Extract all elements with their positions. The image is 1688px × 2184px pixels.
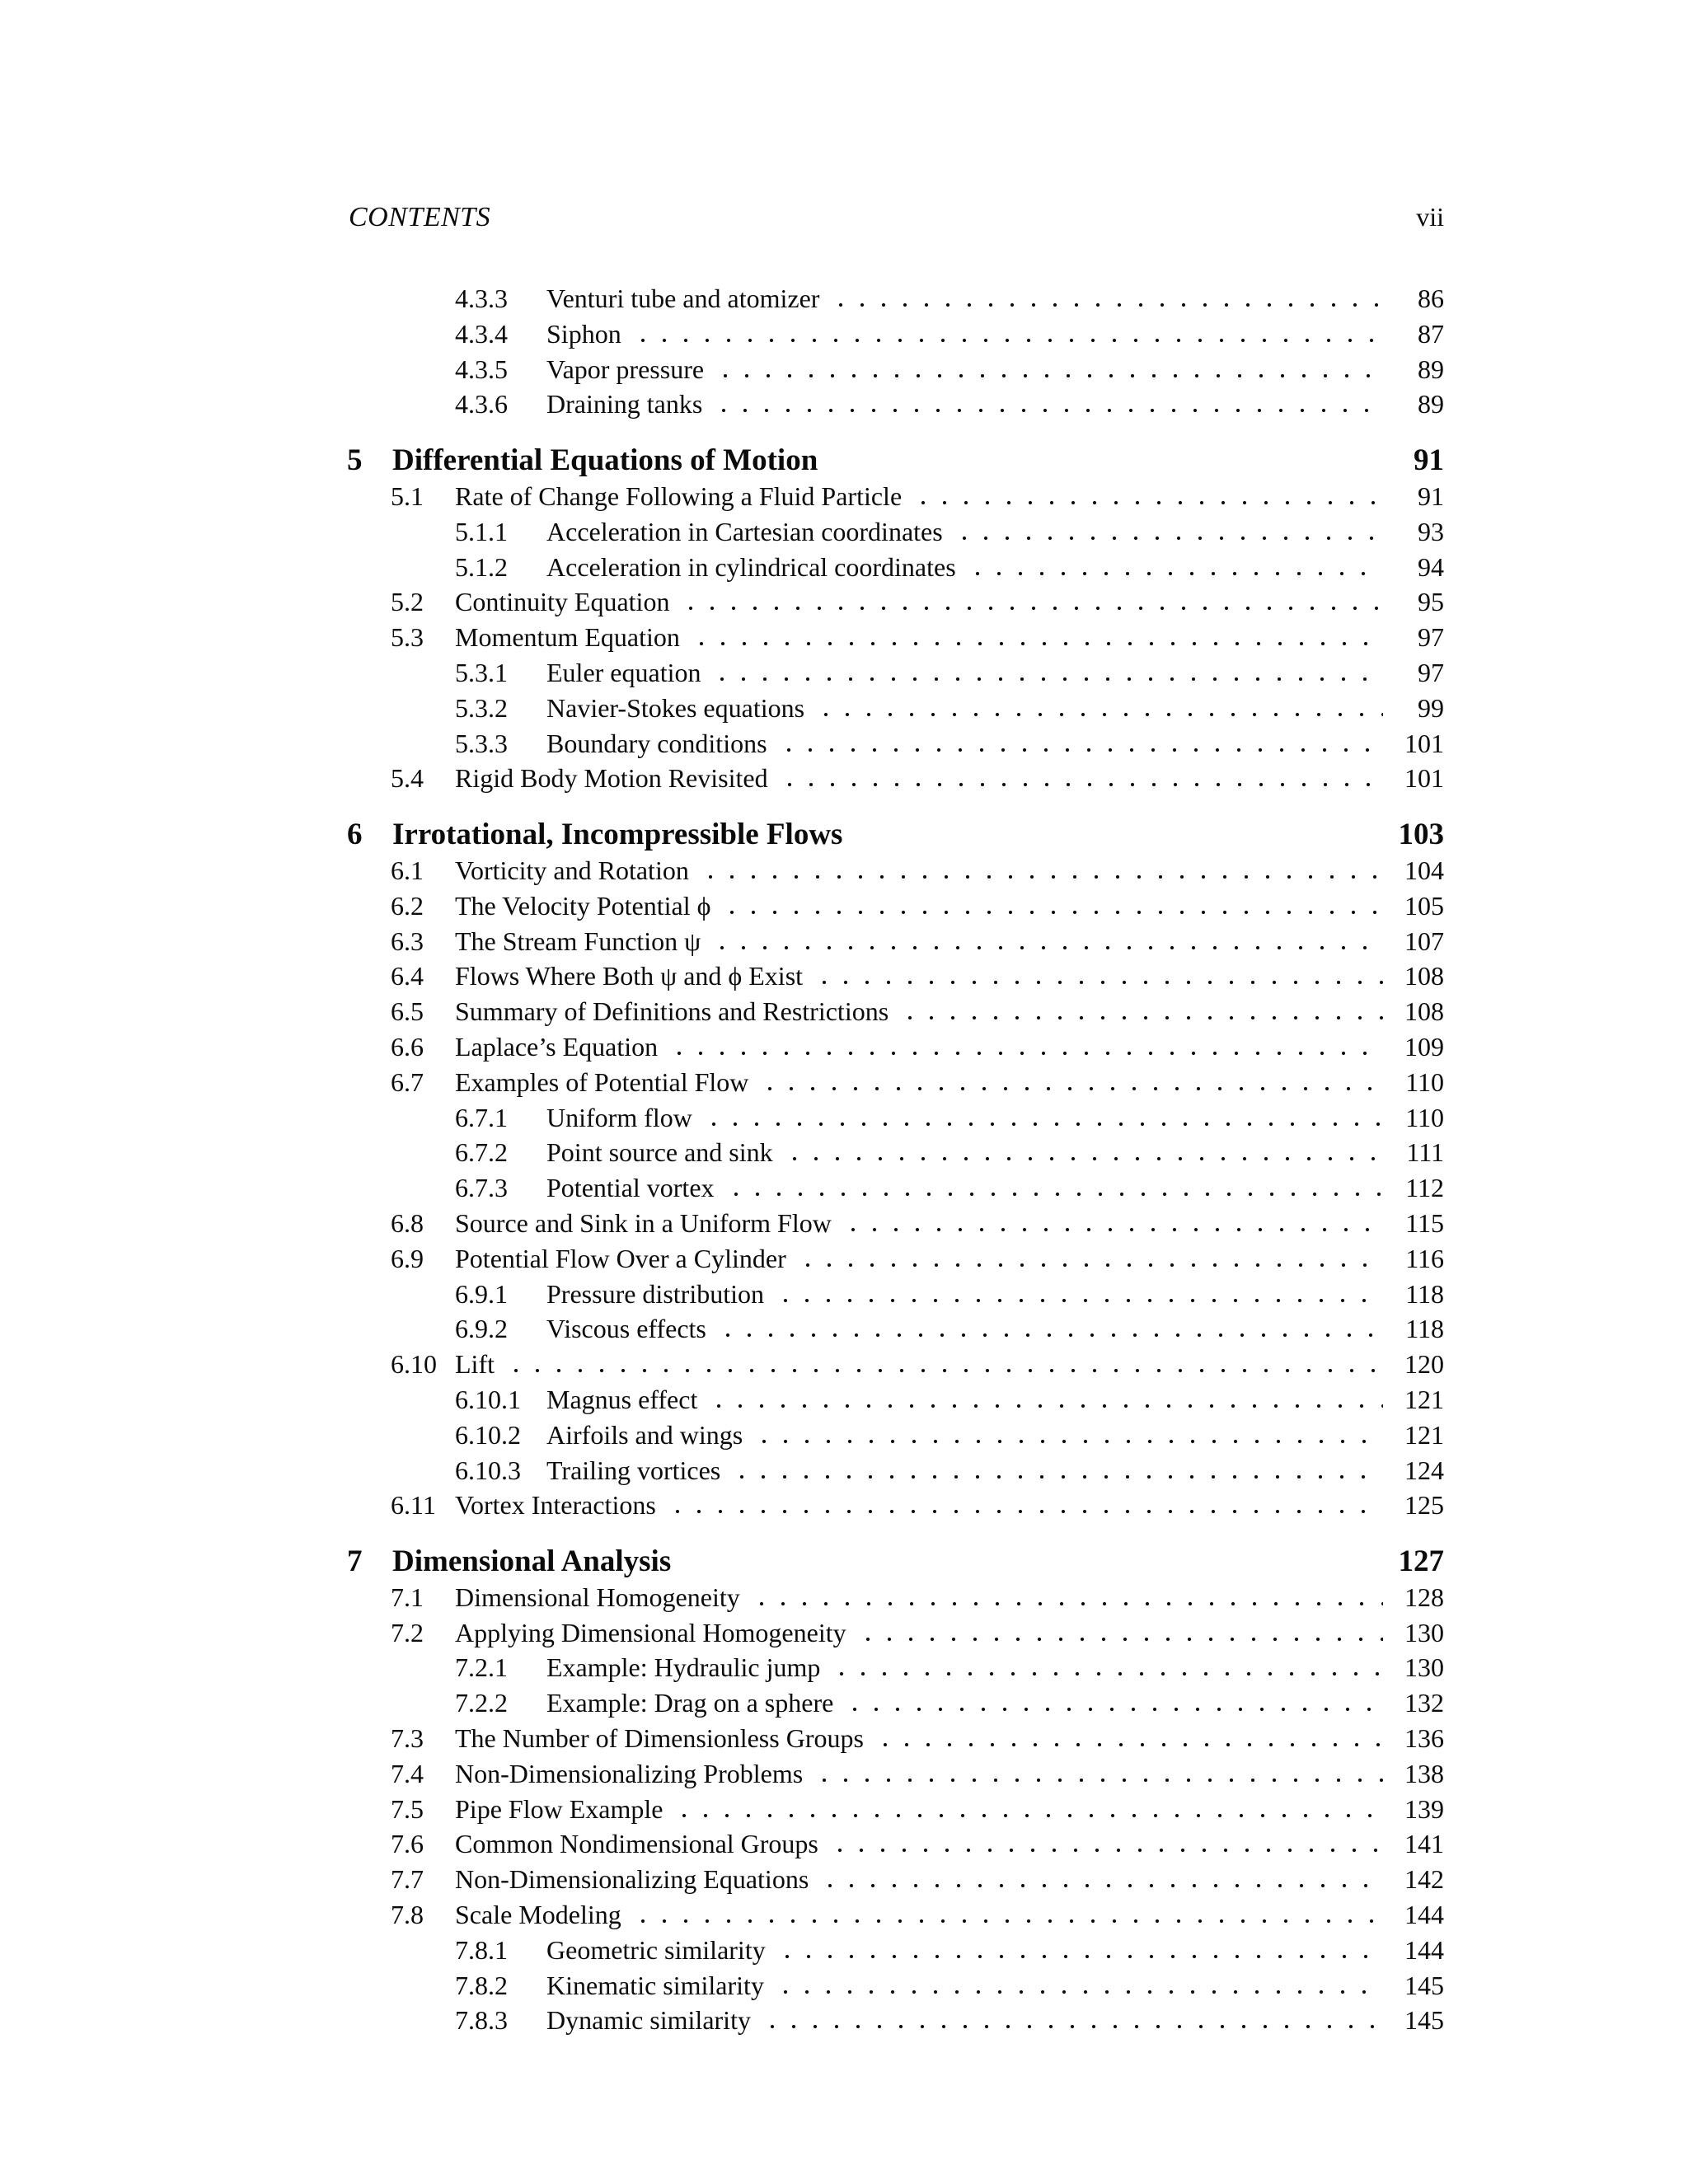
toc-entry bbox=[347, 443, 1444, 479]
dot-leader bbox=[819, 1883, 1383, 1888]
toc-entry-title: Point source and sink bbox=[546, 1137, 773, 1168]
dot-leader bbox=[842, 1227, 1383, 1232]
toc-entry-title: Example: Drag on a sphere bbox=[546, 1688, 834, 1718]
dot-leader bbox=[673, 1813, 1383, 1818]
toc-entry-page: 91 bbox=[1418, 480, 1444, 511]
toc-entry-page: 132 bbox=[1404, 1688, 1444, 1718]
toc-entry-page: 94 bbox=[1418, 551, 1444, 582]
toc-entry-page: 89 bbox=[1418, 389, 1444, 419]
toc-entry-page: 141 bbox=[1404, 1829, 1444, 1859]
toc-entry-page: 101 bbox=[1404, 728, 1444, 758]
toc-entry-page: 116 bbox=[1405, 1243, 1444, 1273]
dot-leader bbox=[668, 1051, 1383, 1056]
toc-entry-title: Non-Dimensionalizing Equations bbox=[455, 1864, 809, 1895]
toc-entry-page: 86 bbox=[1418, 284, 1444, 313]
dot-leader bbox=[912, 500, 1383, 505]
toc-entry-page: 110 bbox=[1405, 1102, 1444, 1132]
toc-entry-number: 7 bbox=[347, 1544, 363, 1579]
toc-entry bbox=[347, 958, 1444, 994]
dot-leader bbox=[857, 1637, 1383, 1642]
toc-entry-page: 97 bbox=[1418, 657, 1444, 687]
running-header bbox=[349, 200, 1444, 234]
toc-entry-number: 5 bbox=[347, 443, 363, 478]
toc-entry-page: 121 bbox=[1404, 1384, 1444, 1414]
toc-entry-page: 138 bbox=[1404, 1758, 1444, 1788]
toc-entry-number: 6.3 bbox=[391, 926, 424, 956]
toc-entry bbox=[347, 1615, 1444, 1651]
toc-entry-title: The Number of Dimensionless Groups bbox=[455, 1723, 864, 1754]
toc-entry bbox=[347, 1968, 1444, 2004]
toc-entry-number: 6.11 bbox=[391, 1490, 436, 1521]
toc-entry-number: 7.8.1 bbox=[455, 1934, 508, 1965]
dot-leader bbox=[874, 1742, 1383, 1747]
dot-leader bbox=[778, 748, 1383, 752]
dot-leader bbox=[725, 1192, 1383, 1197]
toc-entry-title: Pipe Flow Example bbox=[455, 1793, 663, 1824]
toc-entry-number: 6.5 bbox=[391, 996, 424, 1027]
toc-entry-number: 6.8 bbox=[391, 1207, 424, 1238]
toc-entry-title: Rigid Body Motion Revisited bbox=[455, 763, 768, 794]
dot-leader bbox=[632, 1919, 1383, 1924]
dot-leader bbox=[691, 641, 1383, 646]
toc-entry-page: 111 bbox=[1406, 1137, 1444, 1168]
toc-entry-number: 6.9.2 bbox=[455, 1314, 508, 1344]
toc-entry-number: 5.3 bbox=[391, 622, 424, 653]
toc-entry-page: 104 bbox=[1404, 855, 1444, 885]
dot-leader bbox=[711, 945, 1383, 950]
toc-entry-title: Irrotational, Incompressible Flows bbox=[392, 818, 843, 852]
dot-leader bbox=[776, 1954, 1383, 1959]
toc-entry-title: Uniform flow bbox=[546, 1102, 692, 1132]
toc-entry-title: Boundary conditions bbox=[546, 728, 767, 758]
dot-leader bbox=[667, 1509, 1383, 1514]
toc-entry-number: 7.4 bbox=[391, 1758, 424, 1788]
toc-entry-page: 107 bbox=[1404, 926, 1444, 956]
toc-entry bbox=[347, 1544, 1444, 1580]
toc-entry-title: Pressure distribution bbox=[546, 1278, 764, 1309]
toc-entry bbox=[347, 1580, 1444, 1615]
toc-entry bbox=[347, 726, 1444, 762]
toc-entry-number: 5.3.2 bbox=[455, 692, 508, 723]
toc-entry-page: 118 bbox=[1405, 1314, 1444, 1344]
dot-leader bbox=[751, 1601, 1383, 1606]
toc-entry-page: 95 bbox=[1418, 587, 1444, 617]
toc-entry-number: 7.7 bbox=[391, 1864, 424, 1895]
toc-entry bbox=[347, 1685, 1444, 1721]
dot-leader bbox=[505, 1368, 1383, 1373]
toc-entry-title: Dimensional Homogeneity bbox=[455, 1582, 740, 1612]
dot-leader bbox=[829, 1848, 1383, 1853]
toc-entry-title: Magnus effect bbox=[546, 1384, 698, 1414]
toc-entry-title: Rate of Change Following a Fluid Particle bbox=[455, 480, 903, 511]
toc-entry-number: 4.3.5 bbox=[455, 354, 508, 384]
toc-entry-page: 145 bbox=[1404, 1970, 1444, 2000]
dot-leader bbox=[779, 782, 1383, 787]
toc-entry bbox=[347, 1382, 1444, 1418]
dot-leader bbox=[717, 1333, 1383, 1338]
toc-entry bbox=[347, 1418, 1444, 1453]
toc-entry-page: 127 bbox=[1398, 1544, 1444, 1579]
toc-entry-page: 91 bbox=[1414, 443, 1444, 478]
toc-entry bbox=[347, 655, 1444, 691]
toc-entry-number: 7.8.3 bbox=[455, 2005, 508, 2036]
dot-leader bbox=[721, 910, 1383, 915]
dot-leader bbox=[814, 980, 1383, 985]
toc-entry-number: 6.7.1 bbox=[455, 1102, 508, 1132]
toc-entry-title: Trailing vortices bbox=[546, 1455, 721, 1485]
dot-leader bbox=[731, 1474, 1383, 1479]
dot-leader bbox=[775, 1298, 1383, 1303]
toc-entry-number: 7.2.2 bbox=[455, 1688, 508, 1718]
dot-leader bbox=[700, 874, 1383, 879]
toc-entry-number: 6.6 bbox=[391, 1031, 424, 1062]
dot-leader bbox=[815, 712, 1383, 717]
toc-entry-title: Draining tanks bbox=[546, 389, 703, 419]
toc-entry-page: 136 bbox=[1404, 1723, 1444, 1754]
dot-leader bbox=[703, 1122, 1383, 1127]
toc-entry bbox=[347, 1933, 1444, 1968]
toc-entry-number: 4.3.3 bbox=[455, 284, 508, 313]
toc-entry bbox=[347, 387, 1444, 422]
dot-leader bbox=[759, 1086, 1383, 1091]
toc-entry-number: 6.7 bbox=[391, 1066, 424, 1097]
toc-entry-page: 97 bbox=[1418, 622, 1444, 653]
toc-entry-number: 6.10.3 bbox=[455, 1455, 521, 1485]
dot-leader bbox=[680, 606, 1383, 611]
toc-entry-title: Kinematic similarity bbox=[546, 1970, 764, 2000]
toc-entry-title: Source and Sink in a Uniform Flow bbox=[455, 1207, 832, 1238]
dot-leader bbox=[708, 1404, 1383, 1408]
dot-leader bbox=[844, 1707, 1383, 1712]
toc-entry-number: 5.2 bbox=[391, 587, 424, 617]
toc-entry-number: 7.6 bbox=[391, 1829, 424, 1859]
toc-entry-title: The Stream Function ψ bbox=[455, 926, 701, 956]
toc-entry bbox=[347, 1488, 1444, 1523]
toc-entry bbox=[347, 1650, 1444, 1685]
toc-entry-title: Potential Flow Over a Cylinder bbox=[455, 1243, 786, 1273]
toc-entry-page: 87 bbox=[1418, 318, 1444, 349]
toc-entry bbox=[347, 479, 1444, 514]
toc-entry bbox=[347, 1756, 1444, 1792]
toc-entry-title: Applying Dimensional Homogeneity bbox=[455, 1617, 846, 1647]
toc-entry-title: Example: Hydraulic jump bbox=[546, 1652, 821, 1683]
toc-entry-page: 89 bbox=[1418, 354, 1444, 384]
toc-entry-title: Vapor pressure bbox=[546, 354, 705, 384]
toc-entry-page: 93 bbox=[1418, 516, 1444, 546]
toc-entry-page: 128 bbox=[1404, 1582, 1444, 1612]
toc-entry-number: 6.1 bbox=[391, 855, 424, 885]
toc-entry bbox=[347, 691, 1444, 726]
toc-entry-page: 108 bbox=[1404, 996, 1444, 1027]
dot-leader bbox=[954, 536, 1383, 541]
toc-entry-page: 118 bbox=[1405, 1278, 1444, 1309]
toc-entry-title: Potential vortex bbox=[546, 1173, 715, 1203]
toc-entry-title: Acceleration in cylindrical coordinates bbox=[546, 551, 956, 582]
toc-entry bbox=[347, 1100, 1444, 1136]
toc-entry-title: Common Nondimensional Groups bbox=[455, 1829, 818, 1859]
toc-entry-title: Geometric similarity bbox=[546, 1934, 766, 1965]
toc-entry-title: Vortex Interactions bbox=[455, 1490, 656, 1521]
toc-entry bbox=[347, 1453, 1444, 1488]
toc-entry-page: 101 bbox=[1404, 763, 1444, 794]
toc-entry bbox=[347, 924, 1444, 959]
running-header-title: CONTENTS bbox=[349, 202, 491, 232]
toc-entry-number: 5.3.3 bbox=[455, 728, 508, 758]
toc-entry-number: 7.2.1 bbox=[455, 1652, 508, 1683]
toc-entry-title: Euler equation bbox=[546, 657, 701, 687]
toc-entry-number: 5.1.1 bbox=[455, 516, 508, 546]
toc-entry bbox=[347, 316, 1444, 352]
toc-entry-title: Lift bbox=[455, 1349, 495, 1380]
toc-entry bbox=[347, 1241, 1444, 1277]
toc-entry-number: 5.1.2 bbox=[455, 551, 508, 582]
dot-leader bbox=[967, 571, 1383, 576]
toc-entry-title: Acceleration in Cartesian coordinates bbox=[546, 516, 943, 546]
toc-entry-title: Non-Dimensionalizing Problems bbox=[455, 1758, 804, 1788]
toc-entry bbox=[347, 584, 1444, 620]
toc-entry bbox=[347, 1347, 1444, 1382]
toc-entry-page: 120 bbox=[1404, 1349, 1444, 1380]
toc-entry bbox=[347, 1170, 1444, 1206]
toc-entry-number: 6.10.2 bbox=[455, 1419, 521, 1450]
toc-entry-page: 112 bbox=[1405, 1173, 1444, 1203]
toc-entry-page: 109 bbox=[1404, 1031, 1444, 1062]
toc-entry-number: 6.7.3 bbox=[455, 1173, 508, 1203]
toc-entry-number: 6.10.1 bbox=[455, 1384, 521, 1414]
toc-entry-title: The Velocity Potential ϕ bbox=[455, 890, 711, 921]
toc-entry-number: 5.1 bbox=[391, 480, 424, 511]
toc-entry-title: Summary of Definitions and Restrictions bbox=[455, 996, 889, 1027]
toc-entry bbox=[347, 1277, 1444, 1312]
toc-entry-number: 7.3 bbox=[391, 1723, 424, 1754]
toc-entry-page: 105 bbox=[1404, 890, 1444, 921]
toc-entry-page: 142 bbox=[1404, 1864, 1444, 1895]
toc-entry bbox=[347, 1206, 1444, 1241]
dot-leader bbox=[775, 1990, 1383, 1994]
toc-entry-page: 121 bbox=[1404, 1419, 1444, 1450]
toc-entry bbox=[347, 1721, 1444, 1756]
toc-entry-title: Viscous effects bbox=[546, 1314, 706, 1344]
page-number: vii bbox=[1416, 202, 1444, 232]
toc-entry-number: 6.2 bbox=[391, 890, 424, 921]
toc-entry-page: 145 bbox=[1404, 2005, 1444, 2036]
toc-entry-title: Continuity Equation bbox=[455, 587, 670, 617]
toc-entry bbox=[347, 818, 1444, 853]
toc-entry-page: 139 bbox=[1404, 1793, 1444, 1824]
toc-entry bbox=[347, 620, 1444, 655]
toc-entry-page: 124 bbox=[1404, 1455, 1444, 1485]
toc-entry bbox=[347, 281, 1444, 316]
toc-entry-number: 7.5 bbox=[391, 1793, 424, 1824]
toc-entry-number: 7.8.2 bbox=[455, 1970, 508, 2000]
toc-entry-page: 144 bbox=[1404, 1934, 1444, 1965]
toc-entry-title: Vorticity and Rotation bbox=[455, 855, 689, 885]
toc-entry-title: Examples of Potential Flow bbox=[455, 1066, 749, 1097]
toc-entry bbox=[347, 1826, 1444, 1862]
toc-entry-page: 115 bbox=[1405, 1207, 1444, 1238]
dot-leader bbox=[814, 1778, 1383, 1783]
toc-entry-title: Laplace’s Equation bbox=[455, 1031, 659, 1062]
dot-leader bbox=[784, 1156, 1383, 1161]
toc-entry-title: Airfoils and wings bbox=[546, 1419, 743, 1450]
toc-entry-page: 125 bbox=[1404, 1490, 1444, 1521]
toc-entry-title: Venturi tube and atomizer bbox=[546, 284, 820, 313]
toc-entry-page: 130 bbox=[1404, 1652, 1444, 1683]
toc-entry bbox=[347, 1897, 1444, 1933]
toc-entry-page: 144 bbox=[1404, 1900, 1444, 1930]
toc-entry-number: 6.10 bbox=[391, 1349, 437, 1380]
toc-entry bbox=[347, 994, 1444, 1029]
toc-entry-number: 5.3.1 bbox=[455, 657, 508, 687]
toc-entry-number: 7.2 bbox=[391, 1617, 424, 1647]
dot-leader bbox=[753, 1439, 1383, 1444]
toc-entry-page: 99 bbox=[1418, 692, 1444, 723]
toc-entry bbox=[347, 761, 1444, 796]
toc-entry-number: 6.9.1 bbox=[455, 1278, 508, 1309]
toc-entry bbox=[347, 853, 1444, 888]
toc-entry bbox=[347, 550, 1444, 585]
toc-entry-title: Momentum Equation bbox=[455, 622, 680, 653]
toc-entry bbox=[347, 1029, 1444, 1065]
dot-leader bbox=[715, 373, 1383, 378]
toc-entry bbox=[347, 1311, 1444, 1347]
toc-entry-page: 130 bbox=[1404, 1617, 1444, 1647]
dot-leader bbox=[711, 677, 1383, 682]
dot-leader bbox=[797, 1263, 1383, 1268]
toc-entry-title: Siphon bbox=[546, 318, 621, 349]
toc-entry-page: 110 bbox=[1405, 1066, 1444, 1097]
dot-leader bbox=[632, 338, 1383, 343]
toc-entry-number: 6 bbox=[347, 818, 363, 852]
toc-entry-number: 6.9 bbox=[391, 1243, 424, 1273]
toc-entry bbox=[347, 2003, 1444, 2038]
dot-leader bbox=[899, 1015, 1383, 1020]
toc-entry-number: 6.4 bbox=[391, 961, 424, 991]
toc-entry-title: Differential Equations of Motion bbox=[392, 443, 818, 478]
toc-entry-title: Dimensional Analysis bbox=[392, 1544, 672, 1579]
toc-entry-title: Navier-Stokes equations bbox=[546, 692, 805, 723]
toc-entry-title: Dynamic similarity bbox=[546, 2005, 751, 2036]
toc-entry bbox=[347, 888, 1444, 924]
toc-entry bbox=[347, 1135, 1444, 1170]
toc-entry-title: Scale Modeling bbox=[455, 1900, 621, 1930]
dot-leader bbox=[830, 302, 1383, 307]
toc-entry-number: 7.8 bbox=[391, 1900, 424, 1930]
toc-entry bbox=[347, 1792, 1444, 1827]
toc-entry-number: 4.3.4 bbox=[455, 318, 508, 349]
toc-entry bbox=[347, 1862, 1444, 1897]
toc-entry-page: 103 bbox=[1398, 818, 1444, 852]
toc-entry bbox=[347, 1065, 1444, 1100]
toc-entry bbox=[347, 514, 1444, 550]
toc-entry-number: 4.3.6 bbox=[455, 389, 508, 419]
toc-entry-number: 7.1 bbox=[391, 1582, 424, 1612]
dot-leader bbox=[831, 1671, 1383, 1676]
dot-leader bbox=[713, 408, 1383, 413]
toc-entry-page: 108 bbox=[1404, 961, 1444, 991]
dot-leader bbox=[762, 2024, 1383, 2029]
toc-entry-number: 6.7.2 bbox=[455, 1137, 508, 1168]
toc-list bbox=[347, 281, 1444, 2038]
toc-entry-title: Flows Where Both ψ and ϕ Exist bbox=[455, 961, 804, 991]
toc-entry-number: 5.4 bbox=[391, 763, 424, 794]
toc-entry bbox=[347, 352, 1444, 387]
